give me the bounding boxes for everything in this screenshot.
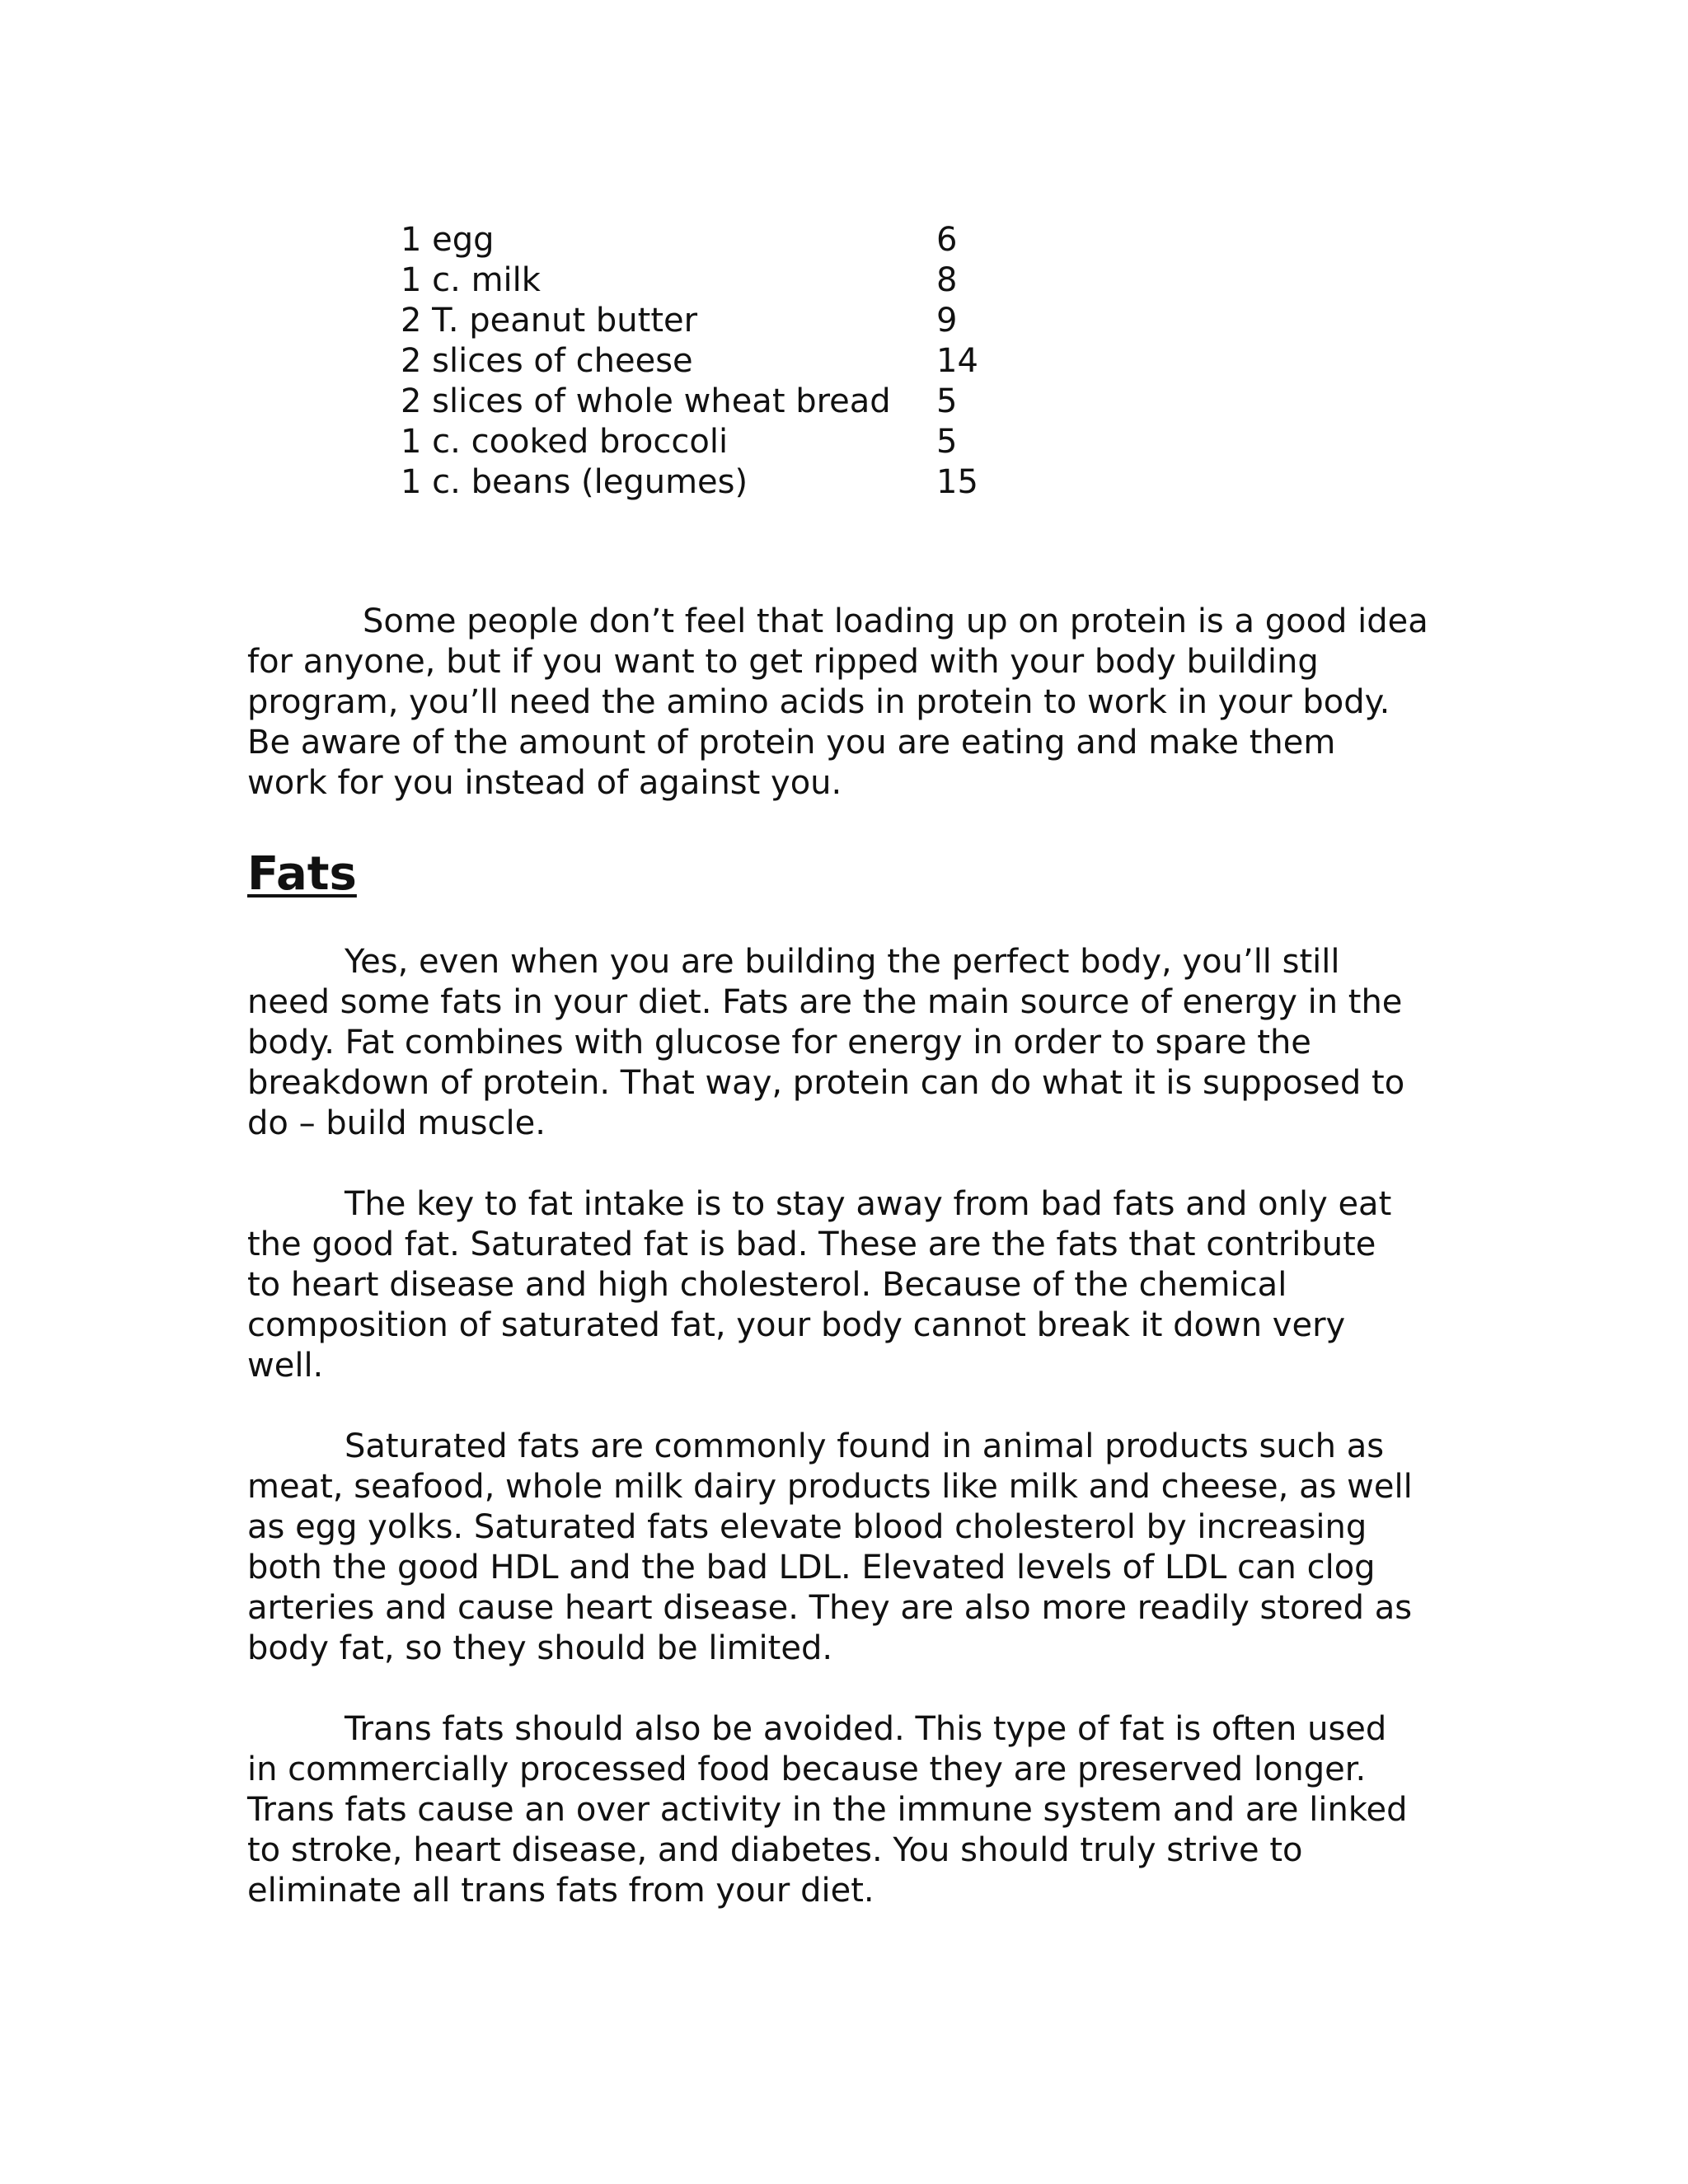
paragraph-line: do – build muscle.: [247, 1104, 546, 1142]
spacer: [247, 1386, 1451, 1427]
table-row: [401, 301, 978, 341]
paragraph-line: Saturated fats are commonly found in animal products such as: [345, 1427, 1385, 1465]
spacer: [247, 804, 1451, 848]
paragraph-line: arteries and cause heart disease. They are also more readily stored as: [247, 1589, 1413, 1627]
table-row: [401, 220, 978, 260]
paragraph-line: body fat, so they should be limited.: [247, 1629, 833, 1667]
protein-grams: 15: [936, 463, 978, 501]
fats-paragraph-4: [247, 1709, 1451, 1911]
paragraph-line: to stroke, heart disease, and diabetes. You should truly strive to: [247, 1831, 1303, 1869]
protein-grams: 5: [936, 382, 958, 420]
paragraph-line: composition of saturated fat, your body cannot break it down very: [247, 1306, 1346, 1344]
paragraph-line: Yes, even when you are building the perfect body, you’ll still: [345, 943, 1340, 981]
paragraph-line: work for you instead of against you.: [247, 764, 842, 802]
protein-grams: 8: [936, 261, 958, 299]
paragraph-line: body. Fat combines with glucose for energy in order to spare the: [247, 1024, 1311, 1062]
body-content: [247, 602, 1451, 1911]
fats-heading: Fats: [247, 847, 357, 901]
paragraph-line: Some people don’t feel that loading up on protein is a good idea: [363, 602, 1428, 640]
paragraph-line: breakdown of protein. That way, protein can do what it is supposed to: [247, 1064, 1405, 1102]
paragraph-line: to heart disease and high cholesterol. Because of the chemical: [247, 1266, 1287, 1304]
paragraph-line: both the good HDL and the bad LDL. Elevated levels of LDL can clog: [247, 1549, 1376, 1586]
food-item: 2 slices of whole wheat bread: [401, 382, 891, 420]
food-item: 1 egg: [401, 221, 495, 259]
paragraph-line: in commercially processed food because they are preserved longer.: [247, 1750, 1367, 1788]
paragraph-line: the good fat. Saturated fat is bad. These are the fats that contribute: [247, 1226, 1376, 1263]
protein-grams: 6: [936, 221, 958, 259]
paragraph-line: Trans fats cause an over activity in the immune system and are linked: [247, 1791, 1408, 1829]
fats-paragraph-3: [247, 1427, 1451, 1669]
table-row: [401, 462, 978, 503]
food-item: 2 T. peanut butter: [401, 302, 698, 340]
paragraph-line: Trans fats should also be avoided. This type of fat is often used: [345, 1710, 1387, 1748]
paragraph-line: for anyone, but if you want to get ripped with your body building: [247, 643, 1319, 681]
table-row: [401, 260, 978, 301]
paragraph-line: Be aware of the amount of protein you are eating and make them: [247, 724, 1336, 762]
spacer: [247, 1669, 1451, 1709]
protein-grams: 9: [936, 302, 958, 340]
fats-paragraph-2: [247, 1184, 1451, 1386]
spacer: [247, 901, 1451, 942]
paragraph-line: The key to fat intake is to stay away from bad fats and only eat: [345, 1185, 1392, 1223]
protein-grams: 14: [936, 342, 978, 380]
protein-grams: 5: [936, 423, 958, 461]
paragraph-line: need some fats in your diet. Fats are the main source of energy in the: [247, 983, 1403, 1021]
food-item: 2 slices of cheese: [401, 342, 693, 380]
paragraph-line: meat, seafood, whole milk dairy products like milk and cheese, as well: [247, 1468, 1413, 1506]
paragraph-line: eliminate all trans fats from your diet.: [247, 1872, 874, 1910]
food-item: 1 c. cooked broccoli: [401, 423, 729, 461]
table-row: [401, 382, 978, 422]
paragraph-line: program, you’ll need the amino acids in protein to work in your body.: [247, 683, 1390, 721]
paragraph-line: as egg yolks. Saturated fats elevate blood cholesterol by increasing: [247, 1508, 1367, 1546]
protein-paragraph: [247, 602, 1451, 804]
food-item: 1 c. beans (legumes): [401, 463, 748, 501]
fats-paragraph-1: [247, 942, 1451, 1144]
table-row: [401, 341, 978, 382]
spacer: [247, 1144, 1451, 1184]
paragraph-line: well.: [247, 1347, 324, 1385]
table-row: [401, 422, 978, 462]
protein-food-table: [401, 220, 978, 503]
food-item: 1 c. milk: [401, 261, 541, 299]
